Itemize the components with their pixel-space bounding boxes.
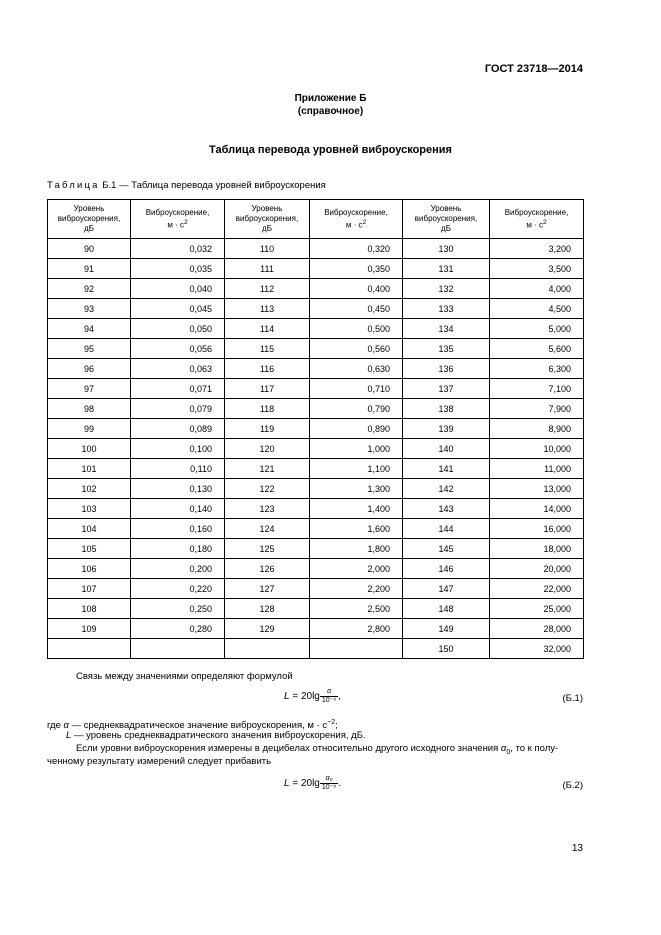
level-cell: 104 <box>48 519 131 539</box>
level-cell: 112 <box>225 279 310 299</box>
table-row <box>48 439 584 459</box>
acceleration-cell: 0,160 <box>131 519 225 539</box>
level-cell: 102 <box>48 479 131 499</box>
table-row <box>48 619 584 639</box>
level-cell: 109 <box>48 619 131 639</box>
level-cell: 126 <box>225 559 310 579</box>
level-cell: 94 <box>48 319 131 339</box>
level-cell: 142 <box>403 479 490 499</box>
acceleration-cell: 0,035 <box>131 259 225 279</box>
acceleration-cell: 3,200 <box>490 239 584 259</box>
level-cell: 147 <box>403 579 490 599</box>
level-cell: 127 <box>225 579 310 599</box>
acceleration-cell: 14,000 <box>490 499 584 519</box>
level-cell: 93 <box>48 299 131 319</box>
acceleration-cell: 1,300 <box>310 479 403 499</box>
table-row <box>48 479 584 499</box>
level-cell: 130 <box>403 239 490 259</box>
level-cell <box>225 639 310 659</box>
level-cell: 132 <box>403 279 490 299</box>
acceleration-cell: 22,000 <box>490 579 584 599</box>
section-title: Таблица перевода уровней виброускорения <box>209 144 452 156</box>
formula-b2: L = 20lg $\frac{\text{α₀}}{\text{10⁻⁶}}$ . <box>284 775 342 791</box>
acceleration-cell: 16,000 <box>490 519 584 539</box>
appendix-title: Приложение Б <box>294 93 367 104</box>
level-cell: 117 <box>225 379 310 399</box>
acceleration-cell: 0,071 <box>131 379 225 399</box>
level-cell: 122 <box>225 479 310 499</box>
acceleration-cell: 0,220 <box>131 579 225 599</box>
appendix-subtitle: (справочное) <box>297 106 364 117</box>
acceleration-cell: 10,000 <box>490 439 584 459</box>
acceleration-cell: 4,500 <box>490 299 584 319</box>
level-cell: 124 <box>225 519 310 539</box>
acceleration-cell: 5,600 <box>490 339 584 359</box>
acceleration-cell: 5,000 <box>490 319 584 339</box>
level-cell: 120 <box>225 439 310 459</box>
level-cell: 116 <box>225 359 310 379</box>
level-cell: 115 <box>225 339 310 359</box>
level-cell: 135 <box>403 339 490 359</box>
level-cell: 110 <box>225 239 310 259</box>
page-number: 13 <box>571 843 583 854</box>
acceleration-cell: 1,000 <box>310 439 403 459</box>
acceleration-cell: 7,100 <box>490 379 584 399</box>
alpha-definition: где α — среднеквадратическое значение виброускорения, $м \cdot с^{-2}$; <box>47 719 338 732</box>
header-level: Уровень виброускорения, дБ <box>225 200 310 239</box>
acceleration-cell: 2,500 <box>310 599 403 619</box>
acceleration-cell: 0,032 <box>131 239 225 259</box>
level-cell: 119 <box>225 419 310 439</box>
acceleration-cell: 0,500 <box>310 319 403 339</box>
table-row <box>48 359 584 379</box>
acceleration-cell: 25,000 <box>490 599 584 619</box>
acceleration-cell: 0,280 <box>131 619 225 639</box>
level-cell <box>48 639 131 659</box>
acceleration-cell: 2,000 <box>310 559 403 579</box>
level-cell: 125 <box>225 539 310 559</box>
acceleration-cell: 0,056 <box>131 339 225 359</box>
acceleration-cell: 0,400 <box>310 279 403 299</box>
level-cell: 128 <box>225 599 310 619</box>
appendix-heading <box>0 92 661 118</box>
level-cell: 92 <box>48 279 131 299</box>
acceleration-cell: 4,000 <box>490 279 584 299</box>
acceleration-cell: 0,089 <box>131 419 225 439</box>
acceleration-cell: 20,000 <box>490 559 584 579</box>
acceleration-cell: 13,000 <box>490 479 584 499</box>
table-header-row <box>48 200 584 239</box>
table-row <box>48 419 584 439</box>
acceleration-cell: 0,630 <box>310 359 403 379</box>
level-cell: 99 <box>48 419 131 439</box>
acceleration-cell: 6,300 <box>490 359 584 379</box>
table-row <box>48 579 584 599</box>
acceleration-cell: 28,000 <box>490 619 584 639</box>
table-caption <box>47 180 326 191</box>
level-cell: 90 <box>48 239 131 259</box>
paragraph-offset: Если уровни виброускорения измерены в децибелах относительно другого исходного значения $\alpha_0$, то к полу- <box>76 743 559 756</box>
header-acceleration: Виброускорение, $м \cdot с^2$ <box>131 200 225 239</box>
acceleration-cell: 0,710 <box>310 379 403 399</box>
header-level: Уровень виброускорения, дБ <box>48 200 131 239</box>
equation-label-b1: (Б.1) <box>562 693 583 704</box>
acceleration-cell: 0,110 <box>131 459 225 479</box>
acceleration-cell: 3,500 <box>490 259 584 279</box>
level-cell: 138 <box>403 399 490 419</box>
level-cell: 140 <box>403 439 490 459</box>
acceleration-cell <box>131 639 225 659</box>
table-row <box>48 559 584 579</box>
acceleration-cell: 0,100 <box>131 439 225 459</box>
level-cell: 139 <box>403 419 490 439</box>
acceleration-cell: 0,050 <box>131 319 225 339</box>
header-acceleration: Виброускорение, $м \cdot с^2$ <box>310 200 403 239</box>
table-row <box>48 379 584 399</box>
L-definition: L — уровень среднеквадратического значения виброускорения, дБ. <box>66 730 366 741</box>
level-cell: 129 <box>225 619 310 639</box>
level-cell: 114 <box>225 319 310 339</box>
acceleration-cell: 0,560 <box>310 339 403 359</box>
acceleration-cell: 18,000 <box>490 539 584 559</box>
formula-b1: L = 20lg $\frac{\alpha}{\text{10⁻⁶}}$ , <box>284 688 342 704</box>
table-row <box>48 519 584 539</box>
table-row <box>48 299 584 319</box>
table-row <box>48 319 584 339</box>
level-cell: 96 <box>48 359 131 379</box>
level-cell: 111 <box>225 259 310 279</box>
paragraph-offset-cont: ченному результату измерений следует прибавить <box>47 756 272 767</box>
level-cell: 149 <box>403 619 490 639</box>
level-cell: 136 <box>403 359 490 379</box>
level-cell: 103 <box>48 499 131 519</box>
level-cell: 146 <box>403 559 490 579</box>
acceleration-cell: 0,250 <box>131 599 225 619</box>
level-cell: 113 <box>225 299 310 319</box>
table-row <box>48 259 584 279</box>
level-cell: 143 <box>403 499 490 519</box>
level-cell: 101 <box>48 459 131 479</box>
level-cell: 121 <box>225 459 310 479</box>
equation-label-b2: (Б.2) <box>562 780 583 791</box>
acceleration-cell: 0,200 <box>131 559 225 579</box>
acceleration-cell: 0,890 <box>310 419 403 439</box>
conversion-table <box>47 199 584 659</box>
formula-intro: Связь между значениями определяют формулой <box>76 671 293 682</box>
level-cell: 133 <box>403 299 490 319</box>
level-cell: 118 <box>225 399 310 419</box>
acceleration-cell: 2,200 <box>310 579 403 599</box>
level-cell: 150 <box>403 639 490 659</box>
table-row <box>48 339 584 359</box>
acceleration-cell <box>310 639 403 659</box>
level-cell: 108 <box>48 599 131 619</box>
standard-number: ГОСТ 23718—2014 <box>484 63 583 75</box>
caption-text: — Таблица перевода уровней виброускорения <box>119 180 326 191</box>
level-cell: 107 <box>48 579 131 599</box>
acceleration-cell: 0,320 <box>310 239 403 259</box>
acceleration-cell: 0,079 <box>131 399 225 419</box>
acceleration-cell: 32,000 <box>490 639 584 659</box>
table-row <box>48 539 584 559</box>
level-cell: 106 <box>48 559 131 579</box>
level-cell: 148 <box>403 599 490 619</box>
table-row <box>48 239 584 259</box>
header-acceleration: Виброускорение, $м \cdot с^2$ <box>490 200 584 239</box>
table-row <box>48 499 584 519</box>
acceleration-cell: 11,000 <box>490 459 584 479</box>
level-cell: 97 <box>48 379 131 399</box>
acceleration-cell: 0,040 <box>131 279 225 299</box>
level-cell: 95 <box>48 339 131 359</box>
acceleration-cell: 1,800 <box>310 539 403 559</box>
acceleration-cell: 1,100 <box>310 459 403 479</box>
acceleration-cell: 2,800 <box>310 619 403 639</box>
level-cell: 98 <box>48 399 131 419</box>
table-row <box>48 279 584 299</box>
acceleration-cell: 1,600 <box>310 519 403 539</box>
acceleration-cell: 0,140 <box>131 499 225 519</box>
level-cell: 105 <box>48 539 131 559</box>
acceleration-cell: 7,900 <box>490 399 584 419</box>
table-row <box>48 639 584 659</box>
acceleration-cell: 0,350 <box>310 259 403 279</box>
acceleration-cell: 0,063 <box>131 359 225 379</box>
level-cell: 144 <box>403 519 490 539</box>
level-cell: 137 <box>403 379 490 399</box>
table-row <box>48 599 584 619</box>
acceleration-cell: 0,180 <box>131 539 225 559</box>
level-cell: 91 <box>48 259 131 279</box>
level-cell: 145 <box>403 539 490 559</box>
acceleration-cell: 0,790 <box>310 399 403 419</box>
table-row <box>48 459 584 479</box>
caption-number: Б.1 <box>102 180 117 191</box>
acceleration-cell: 0,450 <box>310 299 403 319</box>
level-cell: 100 <box>48 439 131 459</box>
level-cell: 134 <box>403 319 490 339</box>
header-level: Уровень виброускорения, дБ <box>403 200 490 239</box>
table-row <box>48 399 584 419</box>
acceleration-cell: 0,130 <box>131 479 225 499</box>
acceleration-cell: 1,400 <box>310 499 403 519</box>
level-cell: 141 <box>403 459 490 479</box>
caption-prefix: Таблица <box>47 180 100 191</box>
level-cell: 131 <box>403 259 490 279</box>
level-cell: 123 <box>225 499 310 519</box>
acceleration-cell: 8,900 <box>490 419 584 439</box>
acceleration-cell: 0,045 <box>131 299 225 319</box>
